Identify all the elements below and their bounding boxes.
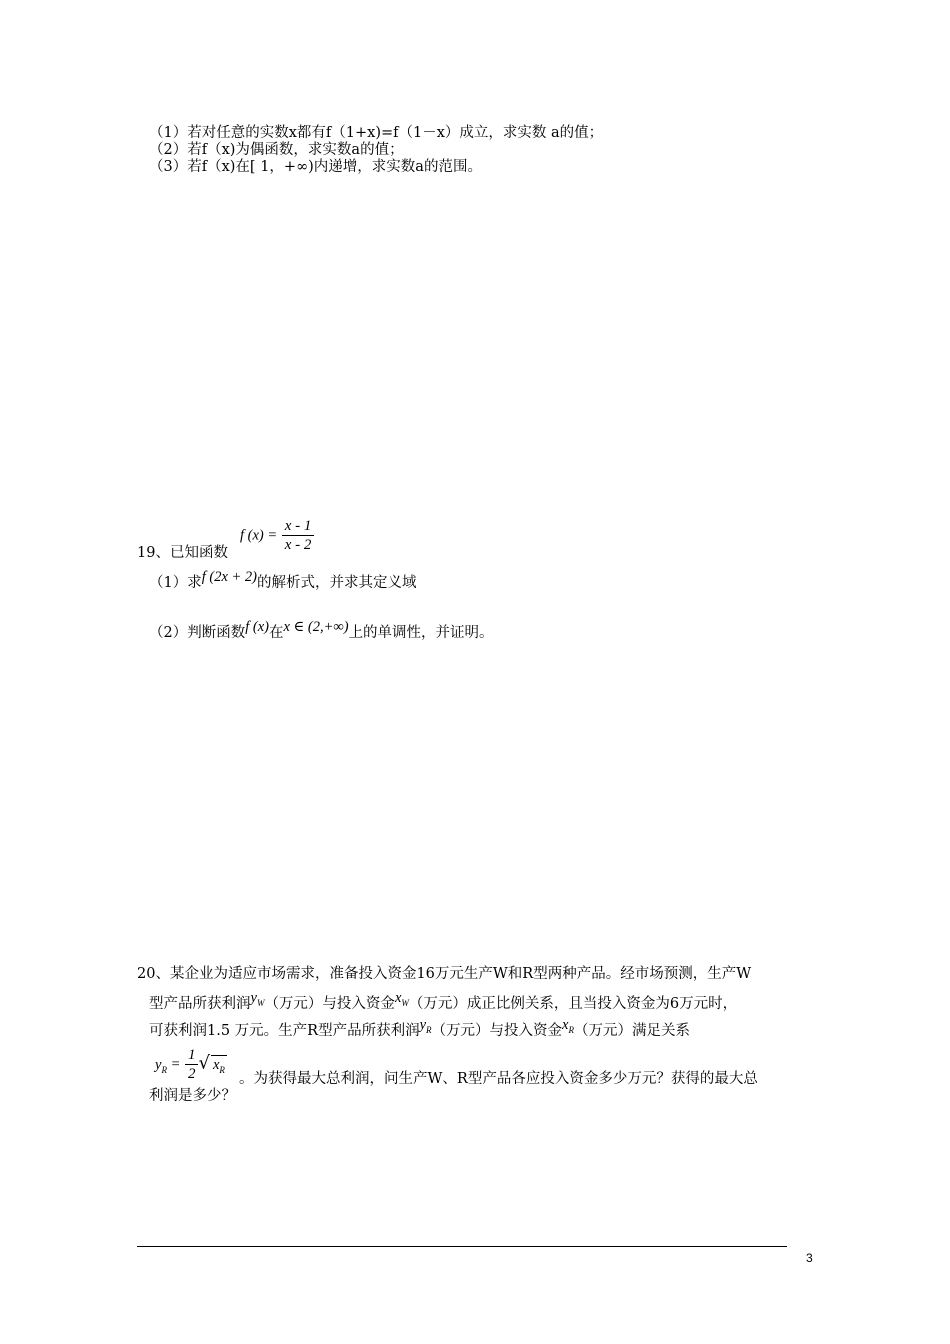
q18-part1: （1）若对任意的实数x都有f（1+x)=f（1－x）成立，求实数 a的值； <box>149 125 604 141</box>
q20-xW-var: x <box>394 990 402 1006</box>
q20-l2-a: 型产品所获利润 <box>149 996 251 1012</box>
q19-part2-mid: 在 <box>268 625 284 641</box>
q20-l2-b: （万元）与投入资金 <box>264 996 395 1012</box>
q20-xR <box>562 1017 574 1033</box>
q20-xR-sub: R <box>568 1024 574 1035</box>
q20-line2 <box>149 990 738 1018</box>
q19-part2 <box>149 619 494 642</box>
q20-formula-y <box>155 1057 167 1073</box>
q19-part2-domain: x ∈ (2,+∞) <box>283 619 349 635</box>
q20-yW-var: y <box>250 990 257 1006</box>
q20-xW <box>395 990 409 1006</box>
q20-yR-var: y <box>419 1017 427 1033</box>
q20-formula-den: 2 <box>187 1066 196 1082</box>
q20-line5: 利润是多少？ <box>149 1088 236 1104</box>
q19-part2-f: f (x) <box>245 619 269 635</box>
q20-l3-b: （万元）与投入资金 <box>431 1023 563 1039</box>
q20-formula-num: 1 <box>185 1047 199 1065</box>
q20-l3-c: （万元）满足关系 <box>573 1023 690 1039</box>
page-number: 3 <box>806 1251 813 1265</box>
q18-part2: （2）若f（x)为偶函数，求实数a的值； <box>149 142 404 158</box>
q20-xR-var: x <box>562 1017 569 1033</box>
q19-numerator: x - 1 <box>282 518 315 536</box>
q20-l3-a: 可获利润1.5 万元。生产R型产品所获利润 <box>149 1023 420 1039</box>
q19-intro: 19、已知函数 <box>137 545 228 561</box>
q20-yR-sub: R <box>426 1024 432 1035</box>
q19-fraction <box>282 518 315 553</box>
q20-yW-sub: W <box>256 997 265 1008</box>
q19-part1-prefix: （1）求 <box>149 575 202 591</box>
q20-line3 <box>149 1017 690 1045</box>
sqrt-icon: √ <box>198 1052 210 1074</box>
q18-part3: （3）若f（x)在[ 1，+∞)内递增，求实数a的范围。 <box>149 159 482 175</box>
q19-part1-expr: f (2x + 2) <box>201 569 258 585</box>
q20-line4: 。为获得最大总利润，问生产W、R型产品各应投入资金多少万元？获得的最大总 <box>239 1071 758 1087</box>
q19-part1 <box>149 569 417 592</box>
q20-formula-y-sub: R <box>161 1064 167 1075</box>
q20-formula <box>155 1047 227 1082</box>
q20-line1: 20、某企业为适应市场需求，准备投入资金16万元生产W和R型两种产品。经市场预测，生产W <box>137 966 752 982</box>
q20-formula-x-sub: R <box>219 1064 225 1075</box>
q20-formula-equals: = <box>166 1056 181 1073</box>
q19-part2-prefix: （2）判断函数 <box>149 625 246 641</box>
q19-denominator: x - 2 <box>284 537 312 553</box>
footer-rule <box>137 1246 787 1247</box>
q20-xW-sub: W <box>401 997 409 1008</box>
q19-part2-suffix: 上的单调性，并证明。 <box>348 625 494 641</box>
q20-yW <box>251 990 265 1006</box>
q20-yR <box>420 1017 432 1033</box>
q20-formula-y-var: y <box>155 1056 162 1073</box>
q20-formula-fraction <box>185 1047 199 1082</box>
q19-function-definition <box>240 518 314 553</box>
q20-formula-x-var: x <box>212 1056 220 1073</box>
q19-part1-suffix: 的解析式，并求其定义域 <box>257 575 417 591</box>
q19-f-lhs: f (x) = <box>240 527 278 544</box>
q20-formula-radicand <box>211 1055 227 1079</box>
q20-l2-c: （万元）成正比例关系，且当投入资金为6万元时， <box>408 996 738 1012</box>
